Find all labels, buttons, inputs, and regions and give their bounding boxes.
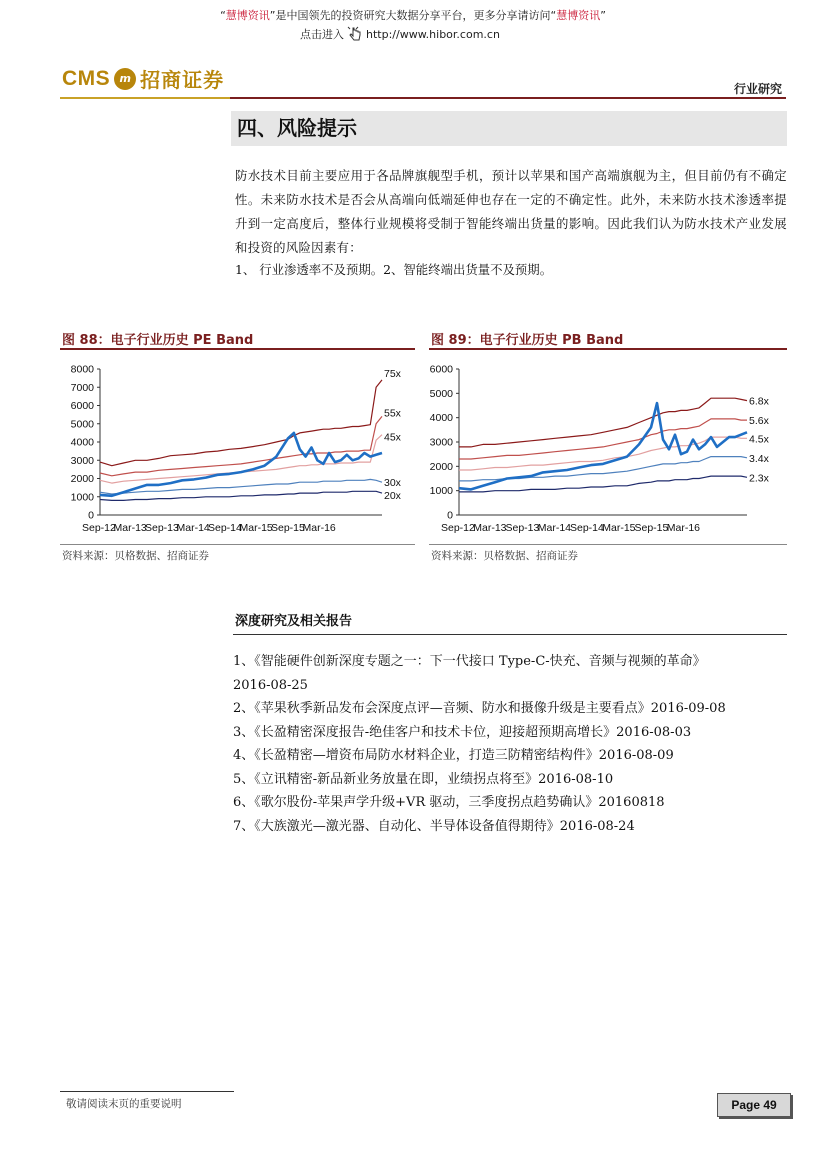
chart-title-rule-pe [60, 348, 415, 350]
related-reports-rule [233, 634, 787, 635]
x-tick-label: Sep-13 [505, 522, 540, 534]
y-tick-label: 0 [88, 509, 94, 522]
series-line-45x [100, 435, 382, 483]
series-label: 2.3x [749, 472, 769, 485]
related-report-item[interactable]: 7、《大族激光—激光器、自动化、半导体设备值得期待》2016-08-24 [233, 818, 635, 834]
chart-title-pb: 图 89：电子行业历史 PB Band [431, 333, 624, 348]
x-tick-label: Mar-14 [537, 522, 572, 534]
x-tick-label: Mar-16 [302, 522, 336, 534]
header-divider-dark [230, 97, 786, 99]
report-type-label: 行业研究 [733, 82, 782, 96]
x-tick-label: Sep-14 [208, 522, 242, 534]
series-label: 3.4x [749, 452, 769, 465]
banner-brand-link[interactable]: 慧博资讯 [556, 9, 601, 22]
y-tick-label: 0 [447, 509, 453, 522]
footer-rule [60, 1091, 234, 1092]
x-tick-label: Sep-15 [271, 522, 305, 534]
banner-brand[interactable]: 慧博资讯 [225, 9, 270, 22]
x-tick-label: Mar-15 [239, 522, 273, 534]
y-tick-label: 5000 [70, 418, 94, 431]
y-tick-label: 6000 [429, 363, 453, 376]
footer-disclaimer-note: 敬请阅读末页的重要说明 [66, 1098, 182, 1110]
x-tick-label: Sep-14 [570, 522, 604, 534]
related-report-item[interactable]: 6、《歌尔股份-苹果声学升级+VR 驱动，三季度拐点趋势确认》20160818 [233, 795, 665, 810]
series-line-5.6x [459, 419, 747, 459]
related-report-item[interactable]: 2016-08-25 [233, 677, 308, 693]
x-tick-label: Sep-15 [634, 522, 669, 534]
risk-paragraph: 防水技术目前主要应用于各品牌旗舰型手机，预计以苹果和国产高端旗舰为主，但目前仍有不确定性。未来防水技术是否会从高端向低端延伸也存在一定的不确定性。此外，未来防水技术渗透率提升到一定高度后，整体行业规模将受制于智能终端出货量的影响。因此我们认为防水技术产业发展和投资的风险因素有： [235, 168, 787, 255]
series-label: 75x [384, 368, 401, 380]
related-report-item[interactable]: 3、《长盈精密深度报告-绝佳客户和技术卡位，迎接超预期高增长》2016-08-03 [233, 724, 692, 740]
series-line-20x [100, 491, 382, 500]
banner-enter-text[interactable]: 点击进入 [300, 28, 344, 41]
y-tick-label: 1000 [70, 491, 94, 504]
series-line-75x [100, 380, 382, 466]
series-label: 4.5x [749, 433, 769, 446]
section-title: 四、风险提示 [231, 111, 787, 146]
related-report-item[interactable]: 5、《立讯精密-新品新业务放量在即，业绩拐点将至》2016-08-10 [233, 771, 614, 787]
chart-title-pe: 图 88：电子行业历史 PE Band [62, 333, 254, 348]
y-tick-label: 2000 [429, 460, 453, 473]
x-tick-label: Mar-14 [176, 522, 210, 534]
header-divider-gold [60, 97, 230, 99]
series-label: 20x [384, 490, 401, 503]
risk-list: 1、 行业渗透率不及预期。2、智能终端出货量不及预期。 [235, 262, 553, 277]
chart-title-rule-pb [429, 348, 787, 350]
top-banner [0, 7, 826, 23]
x-tick-label: Sep-13 [145, 522, 179, 534]
y-tick-label: 2000 [70, 473, 94, 485]
x-tick-label: Mar-16 [666, 522, 701, 534]
x-tick-label: Sep-12 [82, 522, 116, 534]
source-rule-pe [60, 544, 415, 545]
series-label: 6.8x [749, 395, 769, 408]
y-tick-label: 6000 [70, 400, 94, 412]
y-tick-label: 7000 [70, 381, 94, 394]
related-report-item[interactable]: 2、《苹果秋季新品发布会深度点评—音频、防水和摄像升级是主要看点》2016-09-08 [233, 701, 726, 716]
chart-source-pe: 资料来源：贝格数据、招商证券 [62, 550, 209, 562]
cursor-hand-icon [347, 26, 363, 42]
series-label: 30x [384, 477, 401, 490]
y-tick-label: 3000 [429, 436, 453, 449]
series-line-55x [100, 416, 382, 475]
related-report-item[interactable]: 1、《智能硬件创新深度专题之一：下一代接口 Type-C-快充、音频与视频的革命》 [233, 654, 706, 669]
page-number: Page 49 [717, 1093, 791, 1117]
y-tick-label: 3000 [70, 454, 94, 467]
y-tick-label: 4000 [70, 436, 94, 449]
pe-band-chart [60, 358, 416, 538]
chart-source-pb: 资料来源：贝格数据、招商证券 [431, 550, 578, 562]
logo-chinese-name: 招商证券 [140, 68, 225, 92]
banner-link-row[interactable] [300, 26, 500, 42]
y-tick-label: 5000 [429, 387, 453, 400]
banner-url[interactable]: http://www.hibor.com.cn [366, 27, 500, 41]
related-report-item[interactable]: 4、《长盈精密—增资布局防水材料企业，打造三防精密结构件》2016-08-09 [233, 748, 674, 763]
y-tick-label: 1000 [429, 485, 453, 498]
related-reports-title: 深度研究及相关报告 [235, 614, 353, 629]
x-tick-label: Sep-12 [441, 522, 475, 534]
x-tick-label: Mar-13 [473, 522, 507, 534]
series-line-PB [459, 403, 747, 489]
x-tick-label: Mar-13 [113, 522, 147, 534]
y-tick-label: 8000 [70, 363, 94, 376]
pb-band-chart [429, 358, 787, 538]
y-tick-label: 4000 [429, 412, 453, 425]
source-rule-pb [429, 544, 787, 545]
banner-text: ”是中国领先的投资研究大数据分享平台，更多分享请访问“ [269, 9, 557, 22]
logo-cms-text: CMS [62, 66, 111, 90]
logo-emblem-icon: m [114, 68, 136, 90]
company-logo [62, 64, 224, 93]
series-label: 5.6x [749, 415, 769, 428]
x-tick-label: Mar-15 [602, 522, 636, 534]
series-label: 45x [384, 431, 401, 444]
related-reports-list [233, 650, 793, 838]
banner-quote-open: “ [220, 9, 226, 22]
series-label: 55x [384, 407, 401, 420]
banner-quote-close: ” [600, 9, 606, 22]
